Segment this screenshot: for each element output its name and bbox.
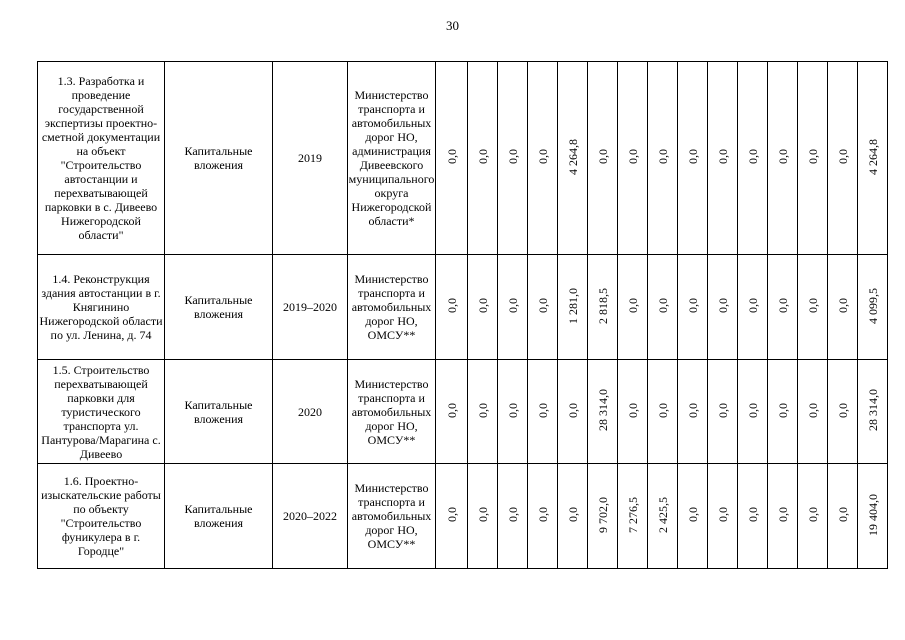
period-cell: 2019–2020: [273, 255, 348, 360]
value-cell: [708, 464, 738, 569]
value-text: 0,0: [775, 298, 790, 313]
value-text: 19 404,0: [865, 493, 880, 536]
value-cell: [738, 360, 768, 464]
value-cell: [828, 360, 858, 464]
value-text: 2 818,5: [595, 287, 610, 324]
value-text: 9 702,0: [595, 496, 610, 533]
responsible-cell: Министерство транспорта и автомобильных дорог НО, администрация Дивеевского муниципального округа Нижегородской области*: [348, 62, 436, 255]
value-text: 0,0: [775, 402, 790, 418]
value-cell: [468, 255, 498, 360]
value-cell: [708, 255, 738, 360]
expense-type-cell: Капитальные вложения: [165, 464, 273, 569]
value-cell: [678, 62, 708, 255]
value-text: 0,0: [505, 507, 520, 522]
value-cell: [858, 255, 888, 360]
value-cell: [498, 360, 528, 464]
value-text: 0,0: [505, 149, 520, 164]
value-cell: [768, 255, 798, 360]
responsible-cell: Министерство транспорта и автомобильных дорог НО, ОМСУ**: [348, 360, 436, 464]
value-cell: [798, 62, 828, 255]
value-cell: [798, 360, 828, 464]
value-text: 0,0: [475, 402, 490, 418]
value-text: 0,0: [715, 149, 730, 164]
value-text: 0,0: [835, 149, 850, 164]
value-cell: [648, 360, 678, 464]
value-text: 28 314,0: [865, 389, 880, 431]
value-cell: [648, 255, 678, 360]
value-cell: [468, 464, 498, 569]
value-cell: [468, 360, 498, 464]
value-cell: [708, 62, 738, 255]
period-cell: 2019: [273, 62, 348, 255]
responsible-cell: Министерство транспорта и автомобильных дорог НО, ОМСУ**: [348, 464, 436, 569]
value-cell: [436, 62, 468, 255]
value-text: 0,0: [715, 507, 730, 522]
value-cell: [678, 464, 708, 569]
table-row: [38, 360, 888, 464]
value-text: 0,0: [625, 402, 640, 418]
value-text: 0,0: [565, 507, 580, 522]
value-text: 0,0: [685, 149, 700, 164]
value-text: 0,0: [444, 149, 459, 164]
value-text: 1 281,0: [565, 287, 580, 324]
value-text: 0,0: [655, 402, 670, 418]
value-text: 0,0: [595, 149, 610, 164]
value-cell: [738, 464, 768, 569]
value-cell: [858, 464, 888, 569]
value-cell: [768, 62, 798, 255]
value-cell: [648, 62, 678, 255]
value-cell: [436, 360, 468, 464]
value-cell: [618, 62, 648, 255]
expense-type-cell: Капитальные вложения: [165, 62, 273, 255]
value-text: 0,0: [745, 298, 760, 313]
value-text: 0,0: [805, 507, 820, 522]
value-cell: [528, 360, 558, 464]
value-text: 0,0: [775, 507, 790, 522]
value-text: 0,0: [745, 507, 760, 522]
value-cell: [738, 255, 768, 360]
value-text: 0,0: [655, 298, 670, 313]
table-row: [38, 62, 888, 255]
value-text: 0,0: [805, 402, 820, 418]
value-cell: [768, 464, 798, 569]
value-text: 0,0: [655, 149, 670, 164]
table-row: [38, 464, 888, 569]
value-text: 0,0: [745, 402, 760, 418]
measure-name-cell: 1.5. Строительство перехватывающей парковки для туристического транспорта ул. Пантурова/Марагина с. Дивеево: [38, 360, 165, 464]
measure-name-cell: 1.6. Проектно-изыскательские работы по объекту "Строительство фуникулера в г. Городце": [38, 464, 165, 569]
value-text: 0,0: [835, 507, 850, 522]
value-text: 0,0: [444, 507, 459, 522]
page-number: 30: [446, 18, 459, 33]
value-cell: [858, 360, 888, 464]
value-cell: [708, 360, 738, 464]
value-text: 0,0: [625, 149, 640, 164]
value-text: 0,0: [444, 298, 459, 313]
value-cell: [738, 62, 768, 255]
expense-type-cell: Капитальные вложения: [165, 255, 273, 360]
period-cell: 2020: [273, 360, 348, 464]
value-cell: [468, 62, 498, 255]
value-text: 0,0: [685, 298, 700, 313]
value-cell: [678, 360, 708, 464]
value-cell: [618, 360, 648, 464]
value-text: 0,0: [535, 298, 550, 313]
value-cell: [768, 360, 798, 464]
value-cell: [498, 62, 528, 255]
value-text: 0,0: [715, 402, 730, 418]
expense-type-cell: Капитальные вложения: [165, 360, 273, 464]
value-text: 0,0: [444, 402, 459, 418]
value-text: 0,0: [625, 298, 640, 313]
value-text: 4 264,8: [565, 138, 580, 175]
value-cell: [858, 62, 888, 255]
value-text: 0,0: [505, 402, 520, 418]
value-text: 0,0: [685, 402, 700, 418]
value-cell: [588, 255, 618, 360]
value-text: 2 425,5: [655, 496, 670, 533]
value-text: 0,0: [775, 149, 790, 164]
measure-name-cell: 1.4. Реконструкция здания автостанции в г. Княгинино Нижегородской области по ул. Ленина, д. 74: [38, 255, 165, 360]
value-cell: [588, 360, 618, 464]
value-cell: [436, 464, 468, 569]
value-text: 4 099,5: [865, 287, 880, 324]
measure-name-cell: 1.3. Разработка и проведение государственной экспертизы проектно-сметной документации на объект "Строительство автостанции и перехватывающей парковки в с. Дивеево Нижегородской области": [38, 62, 165, 255]
value-text: 7 276,5: [625, 496, 640, 533]
value-cell: [558, 62, 588, 255]
value-cell: [498, 255, 528, 360]
value-text: 0,0: [475, 298, 490, 313]
value-text: 0,0: [805, 149, 820, 164]
value-cell: [558, 464, 588, 569]
value-text: 0,0: [475, 507, 490, 522]
value-cell: [558, 255, 588, 360]
value-text: 0,0: [505, 298, 520, 313]
value-text: 28 314,0: [595, 389, 610, 431]
value-text: 0,0: [745, 149, 760, 164]
value-cell: [828, 464, 858, 569]
value-cell: [648, 464, 678, 569]
responsible-cell: Министерство транспорта и автомобильных дорог НО, ОМСУ**: [348, 255, 436, 360]
value-cell: [558, 360, 588, 464]
value-text: 0,0: [565, 402, 580, 418]
value-cell: [436, 255, 468, 360]
value-text: 0,0: [715, 298, 730, 313]
value-text: 0,0: [535, 402, 550, 418]
value-text: 0,0: [535, 507, 550, 522]
value-cell: [618, 255, 648, 360]
value-cell: [528, 62, 558, 255]
value-cell: [828, 255, 858, 360]
value-text: 0,0: [805, 298, 820, 313]
value-cell: [588, 62, 618, 255]
value-text: 4 264,8: [865, 138, 880, 175]
value-cell: [498, 464, 528, 569]
value-text: 0,0: [835, 298, 850, 313]
budget-table: [37, 61, 888, 569]
value-text: 0,0: [835, 402, 850, 418]
value-cell: [798, 255, 828, 360]
value-cell: [528, 255, 558, 360]
value-cell: [618, 464, 648, 569]
value-text: 0,0: [535, 149, 550, 164]
value-cell: [678, 255, 708, 360]
value-text: 0,0: [475, 149, 490, 164]
value-cell: [828, 62, 858, 255]
table-row: [38, 255, 888, 360]
value-cell: [588, 464, 618, 569]
value-cell: [528, 464, 558, 569]
value-text: 0,0: [685, 507, 700, 522]
value-cell: [798, 464, 828, 569]
period-cell: 2020–2022: [273, 464, 348, 569]
